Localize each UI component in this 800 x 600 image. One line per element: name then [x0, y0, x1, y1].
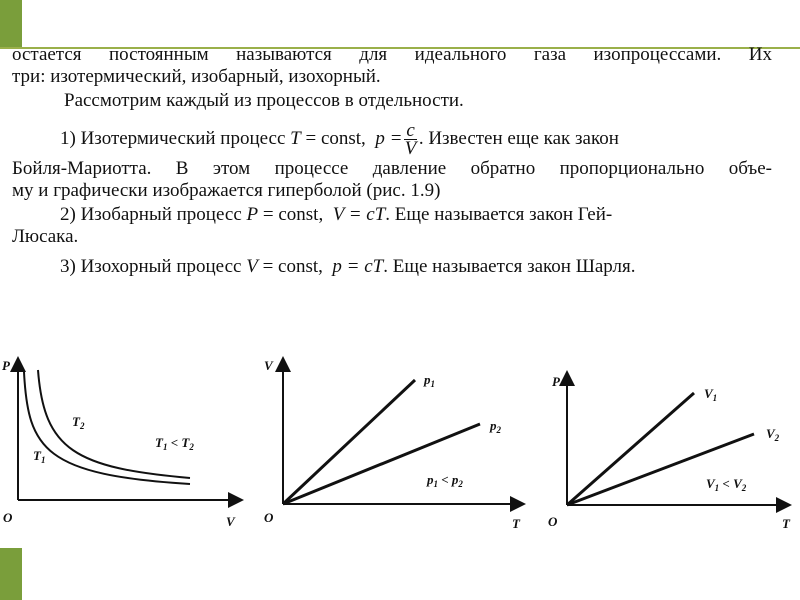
- curve-label-t2: $T_2$: [72, 414, 85, 431]
- line-label-v1: $V_1$: [704, 386, 718, 403]
- x-axis-label: V: [226, 514, 235, 529]
- text-line-5: Бойля-Мариотта. В этом процессе давление обратно пропорционально объе-: [12, 158, 772, 180]
- item-isochoric: 3) Изохорный процесс V = const, p = cT. Еще называется закон Шарля.: [60, 256, 636, 278]
- isobar-p1: [283, 380, 415, 504]
- curve-label-t1: $T_1$: [33, 448, 46, 465]
- graph-isobar: [262, 350, 532, 540]
- isotherm-t1: [24, 372, 190, 484]
- item-isothermal: 1) Изотермический процесс T = const, p = $\frac{c}{V}$ . Известен еще как закон: [60, 120, 619, 160]
- graph-isotherm: [0, 350, 250, 540]
- text-body: [12, 44, 772, 278]
- isobar-p2: [283, 424, 480, 504]
- text-line-3: Рассмотрим каждый из процессов в отдельности.: [64, 90, 464, 111]
- origin-label: O: [3, 510, 13, 525]
- text-line-1: остается постоянным называются для идеального газа изопроцессами. Их: [12, 44, 772, 65]
- isochore-v1: [567, 393, 694, 505]
- accent-bar-bottom: [0, 548, 22, 600]
- y-axis-label: V: [264, 358, 273, 373]
- fraction-c-over-v: $\frac{c}{V}$: [404, 120, 417, 160]
- relation-v1-v2: $V_1 < V_2$: [706, 476, 747, 493]
- relation-p1-p2: $p_1 < p_2$: [427, 472, 463, 489]
- item-isobaric: 2) Изобарный процесс P = const, V = cT. Еще называется закон Гей-: [60, 204, 613, 226]
- graph-isochore: [546, 350, 800, 540]
- accent-bar-top: [0, 0, 22, 48]
- x-axis-label: T: [782, 516, 790, 531]
- origin-label: O: [548, 514, 558, 529]
- x-axis-label: T: [512, 516, 520, 531]
- line-label-p1: $p_1$: [424, 372, 435, 389]
- isochore-v2: [567, 434, 754, 505]
- relation-t1-t2: $T_1 < T_2$: [155, 435, 194, 452]
- isotherm-t2: [38, 370, 190, 478]
- line-label-p2: $p_2$: [490, 418, 501, 435]
- text-line-8: Люсака.: [12, 226, 79, 248]
- text-line-2: три: изотермический, изобарный, изохорный.: [12, 66, 381, 87]
- y-axis-label: P: [2, 358, 10, 373]
- line-label-v2: $V_2$: [766, 426, 780, 443]
- text-line-6: му и графически изображается гиперболой (рис. 1.9): [12, 180, 441, 202]
- origin-label: O: [264, 510, 274, 525]
- y-axis-label: P: [552, 374, 560, 389]
